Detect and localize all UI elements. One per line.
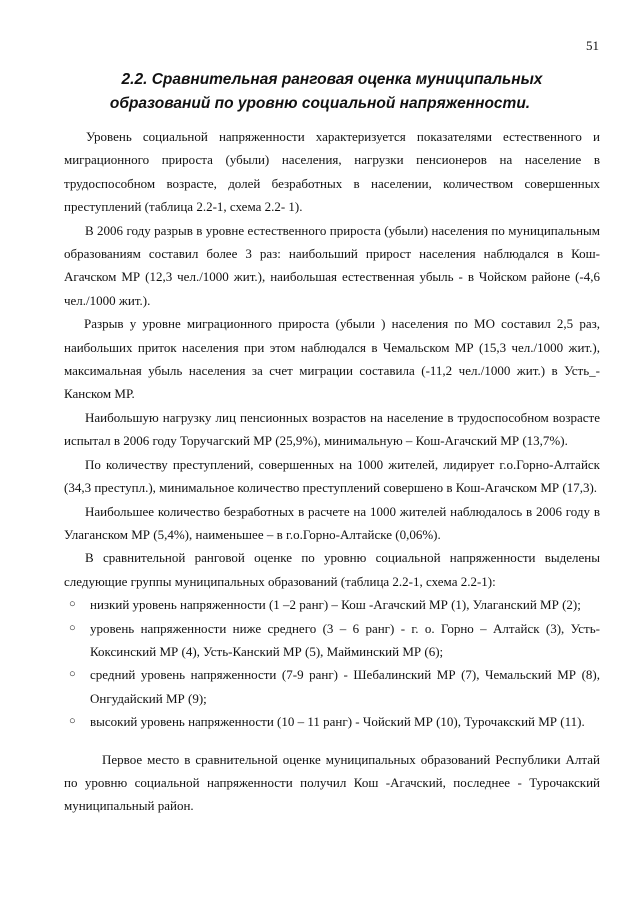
paragraph-unemployment: Наибольшее количество безработных в расчете на 1000 жителей наблюдалось в 2006 году в Улаганском МР (5,4%), наименьшее – в г.о.Горно-Алтайске (0,06%). [64,503,600,542]
section-heading-line-1: 2.2. Сравнительная ранговая оценка муниципальных [121,71,543,88]
bullet-icon: ○ [69,598,76,611]
paragraph-crime: По количеству преступлений, совершенных на 1000 жителей, лидирует г.о.Горно-Алтайск (34,3 преступл.), минимальное количество преступлений совершено в Кош-Агачском МР (17,3). [64,456,600,496]
paragraph-groups-intro: В сравнительной ранговой оценке по уровню социальной напряженности выделены следующие группы муниципальных образований (таблица 2.2-1, схема 2.2-1): [64,550,600,589]
list-item-text: высокий уровень напряженности (10 – 11 ранг) - Чойский МР (10), Турочакский МР (11). [90,714,585,730]
list-item [64,663,600,710]
document-body [64,125,600,818]
bullet-icon: ○ [69,668,76,681]
section-heading [64,68,576,116]
list-item-text: низкий уровень напряженности (1 –2 ранг) – Кош -Агачский МР (1), Улаганский МР (2); [90,597,581,613]
list-item [64,593,600,616]
page-number: 51 [586,38,599,53]
list-item-text: средний уровень напряженности (7-9 ранг) - Шебалинский МР (7), Чемальский МР (8), Онгудайский МР (9); [90,667,600,706]
list-item [64,710,600,733]
bullet-icon: ○ [69,621,76,634]
list-item [64,617,600,664]
section-heading-line-2: образований по уровню социальной напряженности. [109,95,531,112]
paragraph-intro: Уровень социальной напряженности характеризуется показателями естественного и миграционного прироста (убыли) населения, нагрузки пенсионеров на население в трудоспособном возрасте, долей безработных в населении, количеством совершенных преступлений (таблица 2.2-1, схема 2.2- 1). [64,129,600,215]
paragraph-pensioners: Наибольшую нагрузку лиц пенсионных возрастов на население в трудоспособном возрасте испытал в 2006 году Торучагский МР (25,9%), минимальную – Кош-Агачский МР (13,7%). [64,409,600,449]
list-item-text: уровень напряженности ниже среднего (3 – 6 ранг) - г. о. Горно – Алтайск (3), Усть-Коксинский МР (4), Усть-Канский МР (5), Майминский МР (6); [90,620,600,659]
bullet-icon: ○ [69,715,76,728]
paragraph-conclusion: Первое место в сравнительной оценке муниципальных образований Республики Алтай по уровню социальной напряженности получил Кош -Агачский, последнее - Турочакский муниципальный район. [64,751,600,814]
groups-list [64,593,600,733]
paragraph-natural-growth: В 2006 году разрыв в уровне естественного прироста (убыли) населения по муниципальным образованиям составил более 3 раз: наибольший прирост населения наблюдался в Кош-Агачском МР (12,3 чел./1000 жит.), наибольшая естественная убыль - в Чойском районе (-4,6 чел./1000 жит.). [64,222,600,308]
paragraph-migration: Разрыв у уровне миграционного прироста (убыли ) населения по МО составил 2,5 раз, наибольших приток населения при этом наблюдался в Чемальском МР (15,3 чел./1000 жит.), максимальная убыль населения за счет миграции составила (-11,2 чел./1000 жит.) в Усть_-Канском МР. [64,316,600,402]
